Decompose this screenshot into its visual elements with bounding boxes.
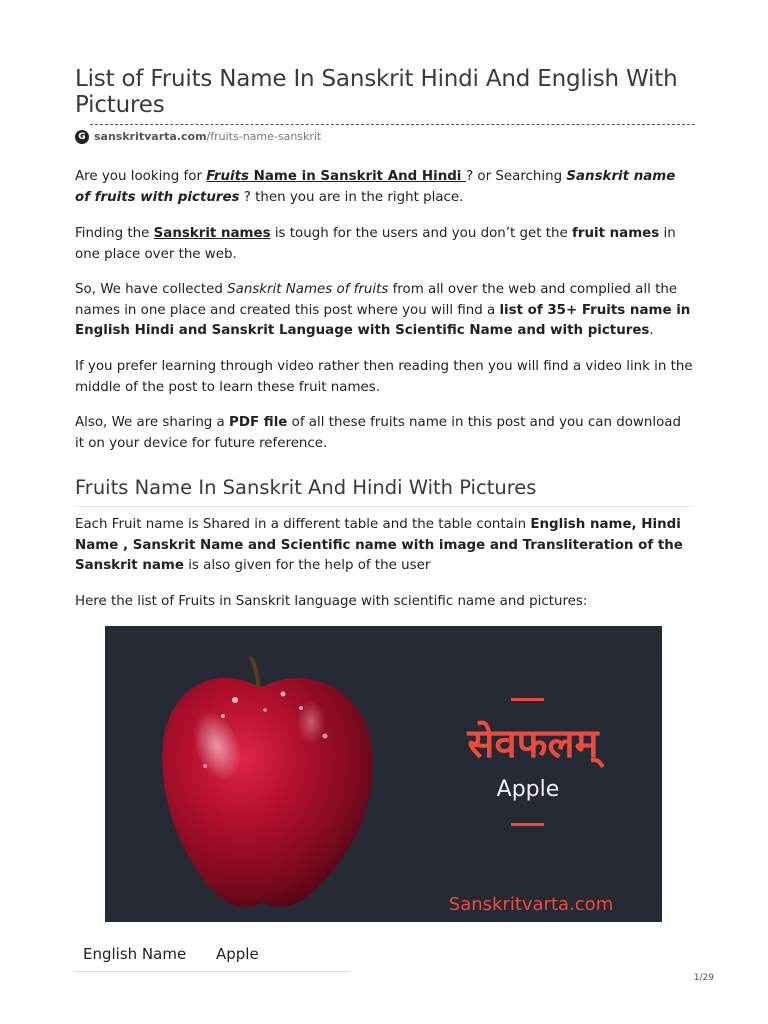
title-divider: [90, 124, 695, 125]
section-divider: [75, 506, 693, 507]
page-title: List of Fruits Name In Sanskrit Hindi And English With Pictures: [75, 66, 678, 118]
page-number: 1/29: [693, 973, 714, 983]
source-domain[interactable]: sanskritvarta.com: [94, 130, 207, 143]
apple-illustration: [105, 626, 662, 922]
paragraph-table-info: Each Fruit name is Shared in a different table and the table contain English name, Hindi Name , Sanskrit Name and Scientific name with image and Transliteration of the Sanskrit name is also given for the help of the user: [75, 517, 683, 573]
paragraph-collected: So, We have collected Sanskrit Names of fruits from all over the web and complied all the names in one place and created this post where you will find a list of 35+ Fruits name in English Hindi and Sanskrit Language with Scientific Name and with pictures.: [75, 282, 691, 338]
section-heading: Fruits Name In Sanskrit And Hindi With Pictures: [75, 476, 537, 499]
paragraph-video: If you prefer learning through video rather then reading then you will find a video link in the middle of the post to learn these fruit names.: [75, 359, 693, 395]
paragraph-pdf: Also, We are sharing a PDF file of all these fruits name in this post and you can download it on your device for future reference.: [75, 415, 681, 451]
intro-paragraph: Are you looking for Fruits Name in Sanskrit And Hindi ? or Searching Sanskrit name of fruits with pictures ? then you are in the right place.: [75, 169, 676, 205]
source-path[interactable]: /fruits-name-sanskrit: [206, 130, 322, 143]
sanskrit-names-link[interactable]: Sanskrit names: [153, 226, 271, 241]
paragraph-finding: Finding the Sanskrit names is tough for the users and you don’t get the fruit names in one place over the web.: [75, 226, 676, 262]
apple-hero-image: [105, 626, 662, 922]
hero-sanskrit-name: सेवफलम्: [467, 721, 599, 767]
hero-top-dash: [511, 698, 544, 701]
hero-english-name: Apple: [496, 777, 560, 802]
source-link[interactable]: [75, 129, 321, 145]
hero-bottom-dash: [511, 823, 544, 826]
table-key: English Name: [83, 945, 187, 963]
table-value: Apple: [216, 945, 259, 963]
fruits-name-link[interactable]: Fruits Name in Sanskrit And Hindi: [206, 169, 467, 184]
hero-watermark: Sanskritvarta.com: [448, 894, 614, 915]
paragraph-list-intro: Here the list of Fruits in Sanskrit language with scientific name and pictures:: [75, 594, 588, 609]
table-row: [75, 941, 349, 972]
site-logo-icon: G: [75, 130, 89, 144]
